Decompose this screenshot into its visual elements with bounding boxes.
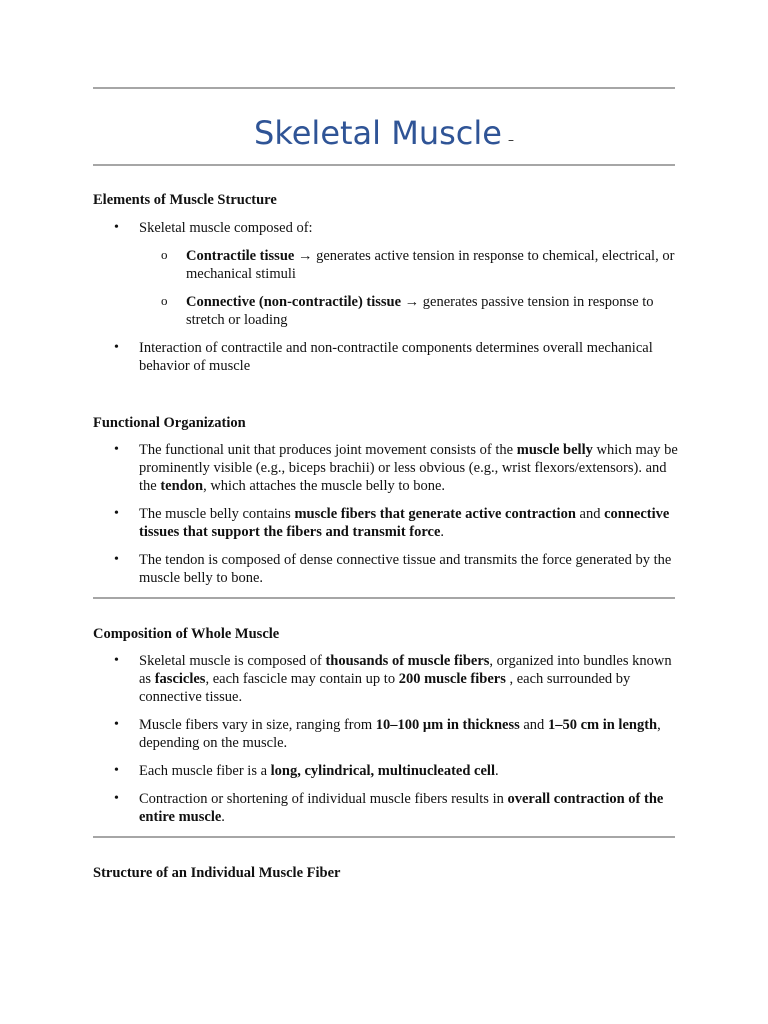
section-elements-list — [93, 219, 683, 385]
bold-term: connective tissues that support the fibers and transmit force — [139, 506, 670, 540]
bullet-marker: • — [114, 763, 119, 778]
text-run: , organized into bundles known as — [139, 653, 672, 687]
bullet-marker: • — [114, 653, 119, 668]
heading-composition: Composition of Whole Muscle — [93, 626, 280, 642]
list-item — [93, 790, 683, 826]
list-item — [93, 652, 683, 706]
list-item — [93, 219, 683, 329]
list-item — [93, 505, 683, 541]
bold-term: 1–50 cm in length — [547, 717, 658, 733]
bold-term: thousands of muscle fibers — [325, 653, 490, 669]
text-run: Contraction or shortening of individual muscle fibers results in — [139, 791, 508, 807]
text-run: , each surrounded by connective tissue. — [139, 671, 631, 705]
text-run: . — [221, 809, 225, 825]
heading-fiber: Structure of an Individual Muscle Fiber — [93, 865, 341, 881]
text-run: , depending on the muscle. — [139, 717, 661, 751]
top-rule — [93, 87, 675, 89]
sub-marker: o — [161, 247, 168, 262]
arrow: → — [297, 248, 313, 264]
sub-text: generates active tension in response to chemical, electrical, or mechanical stimuli — [186, 248, 675, 282]
sub-text: generates passive tension in response to stretch or loading — [186, 294, 654, 328]
page-title — [0, 111, 768, 162]
bullet-marker: • — [114, 220, 119, 235]
text-run: Each muscle fiber is a — [139, 763, 271, 779]
text-run: , which attaches the muscle belly to bone. — [203, 478, 446, 494]
bullet-marker: • — [114, 340, 119, 355]
bold-term: 200 muscle fibers — [398, 671, 506, 687]
section-functional-list — [93, 441, 683, 597]
title-dash: – — [507, 133, 514, 147]
bold-term: muscle fibers that generate active contraction — [294, 506, 576, 522]
sub-item — [93, 293, 683, 329]
bold-term: 10–100 μm in thickness — [375, 717, 520, 733]
bullet-marker: • — [114, 506, 119, 521]
text-run: , each fascicle may contain up to — [205, 671, 399, 687]
text-run: . — [495, 763, 499, 779]
heading-elements: Elements of Muscle Structure — [93, 192, 277, 208]
text-run: . — [440, 524, 445, 540]
item-text: Skeletal muscle composed of: — [139, 220, 313, 236]
bold-term: muscle belly — [516, 442, 593, 458]
bullet-marker: • — [114, 717, 119, 732]
bullet-marker: • — [114, 791, 119, 806]
bold-term: Connective (non-contractile) tissue — [186, 294, 402, 310]
title-text: Skeletal Muscle — [254, 114, 502, 152]
section-divider — [93, 597, 675, 599]
bold-term: overall contraction of the entire muscle — [139, 791, 664, 825]
text-run: The muscle belly contains — [139, 506, 295, 522]
bold-term: tendon — [160, 478, 204, 494]
heading-functional: Functional Organization — [93, 415, 246, 431]
item-text: The tendon is composed of dense connective tissue and transmits the force generated by the muscle belly to bone. — [139, 552, 672, 586]
text-run: which may be prominently visible (e.g., biceps brachii) or less obvious (e.g., wrist flexors/extensors). and the — [139, 442, 678, 494]
sub-item — [93, 247, 683, 283]
list-item — [93, 762, 683, 780]
text-run: Muscle fibers vary in size, ranging from — [139, 717, 376, 733]
text-run: and — [519, 717, 548, 733]
bold-term: long, cylindrical, multinucleated cell — [270, 763, 495, 779]
sub-marker: o — [161, 293, 168, 308]
arrow: → — [404, 294, 420, 310]
list-item — [93, 441, 683, 495]
list-item — [93, 339, 683, 375]
list-item — [93, 551, 683, 587]
bullet-marker: • — [114, 442, 119, 457]
bullet-marker: • — [114, 552, 119, 567]
bold-term: fascicles — [154, 671, 206, 687]
text-run: and — [575, 506, 605, 522]
text-run: Skeletal muscle is composed of — [139, 653, 326, 669]
section-composition-list — [93, 652, 683, 836]
list-item — [93, 716, 683, 752]
section-divider — [93, 836, 675, 838]
item-text: Interaction of contractile and non-contractile components determines overall mechanical behavior of muscle — [139, 340, 653, 374]
title-bottom-rule — [93, 164, 675, 166]
text-run: The functional unit that produces joint movement consists of the — [139, 442, 517, 458]
bold-term: Contractile tissue — [186, 248, 295, 264]
